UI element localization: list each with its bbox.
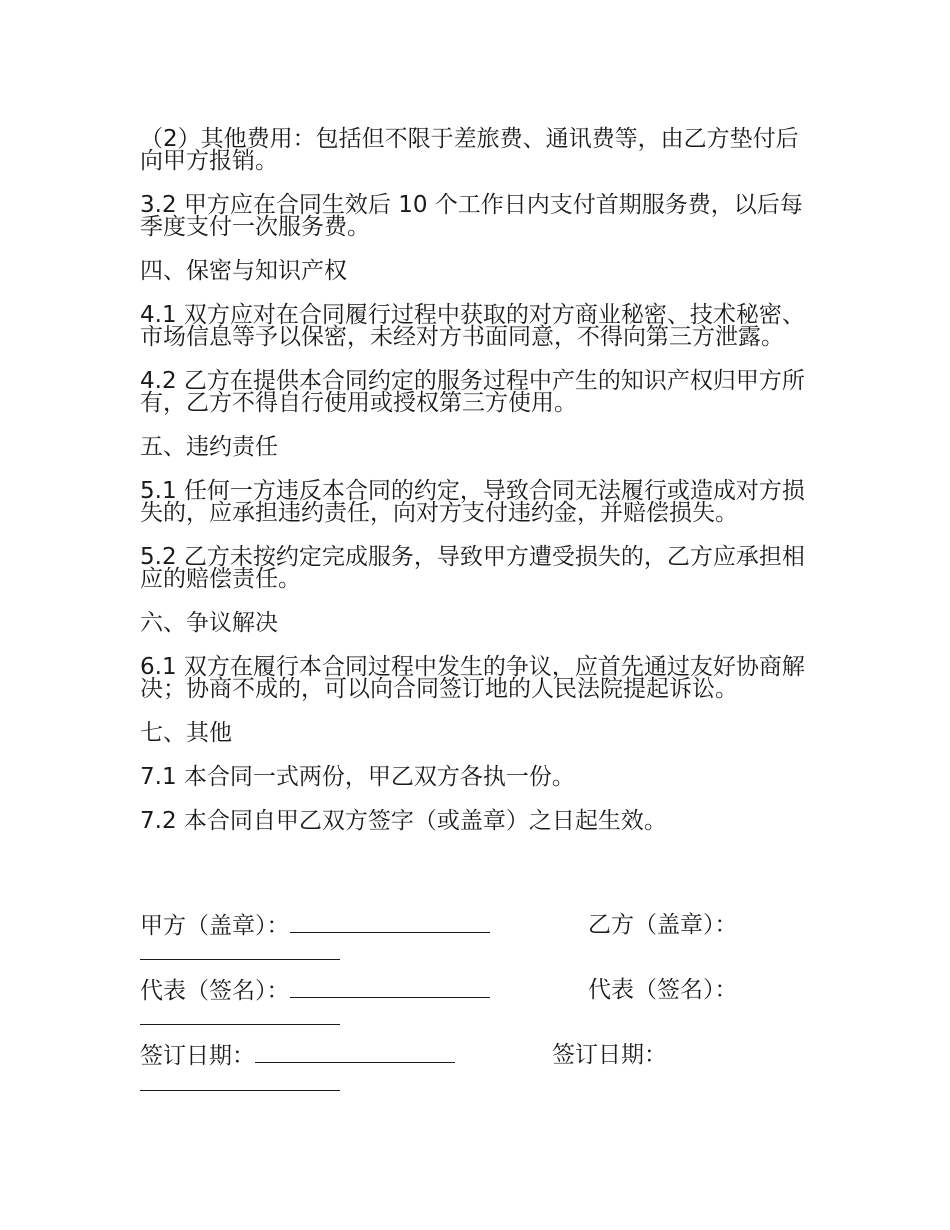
section-heading-liability: 五、违约责任 (140, 434, 278, 460)
party-a-date-line (140, 1042, 455, 1069)
party-b-rep-line (588, 977, 738, 1003)
clause-3-2: 3.2 甲方应在合同生效后 10 个工作日内支付首期服务费，以后每季度支付一次服务费。 (140, 192, 803, 240)
party-b-rep-blank[interactable] (140, 1024, 340, 1025)
party-b-date-blank[interactable] (140, 1090, 340, 1091)
clause-5-2: 5.2 乙方未按约定完成服务，导致甲方遭受损失的，乙方应承担相应的赔偿责任。 (140, 544, 805, 592)
party-b-seal-line (588, 912, 738, 938)
clause-5-1: 5.1 任何一方违反本合同的约定，导致合同无法履行或造成对方损失的，应承担违约责任，向对方支付违约金，并赔偿损失。 (140, 478, 805, 526)
clause-6-1: 6.1 双方在履行本合同过程中发生的争议，应首先通过友好协商解决；协商不成的，可以向合同签订地的人民法院提起诉讼。 (140, 654, 805, 702)
party-a-rep-blank[interactable] (290, 977, 490, 998)
party-b-date-line (552, 1042, 667, 1068)
contract-body (140, 128, 810, 854)
party-a-date-blank[interactable] (255, 1042, 455, 1063)
party-b-date-label: 签订日期： (552, 1042, 667, 1068)
party-a-seal-line (140, 912, 490, 939)
section-heading-confidentiality: 四、保密与知识产权 (140, 258, 347, 284)
clause-7-1: 7.1 本合同一式两份，甲乙双方各执一份。 (140, 764, 575, 790)
section-heading-dispute: 六、争议解决 (140, 610, 278, 636)
clause-4-1: 4.1 双方应对在合同履行过程中获取的对方商业秘密、技术秘密、市场信息等予以保密，未经对方书面同意，不得向第三方泄露。 (140, 302, 805, 350)
party-a-seal-label: 甲方（盖章）： (140, 913, 290, 939)
party-b-seal-blank[interactable] (140, 959, 340, 960)
section-heading-other: 七、其他 (140, 720, 232, 746)
party-a-rep-line (140, 977, 490, 1004)
clause-3-1-2: （2）其他费用：包括但不限于差旅费、通讯费等，由乙方垫付后向甲方报销。 (140, 126, 799, 174)
party-a-rep-label: 代表（签名）： (140, 978, 290, 1004)
party-b-rep-label: 代表（签名）： (588, 977, 738, 1003)
party-a-seal-blank[interactable] (290, 912, 490, 933)
clause-4-2: 4.2 乙方在提供本合同约定的服务过程中产生的知识产权归甲方所有，乙方不得自行使用或授权第三方使用。 (140, 368, 805, 416)
party-b-seal-label: 乙方（盖章）： (588, 912, 738, 938)
clause-7-2: 7.2 本合同自甲乙双方签字（或盖章）之日起生效。 (140, 808, 667, 834)
party-a-date-label: 签订日期： (140, 1043, 255, 1069)
